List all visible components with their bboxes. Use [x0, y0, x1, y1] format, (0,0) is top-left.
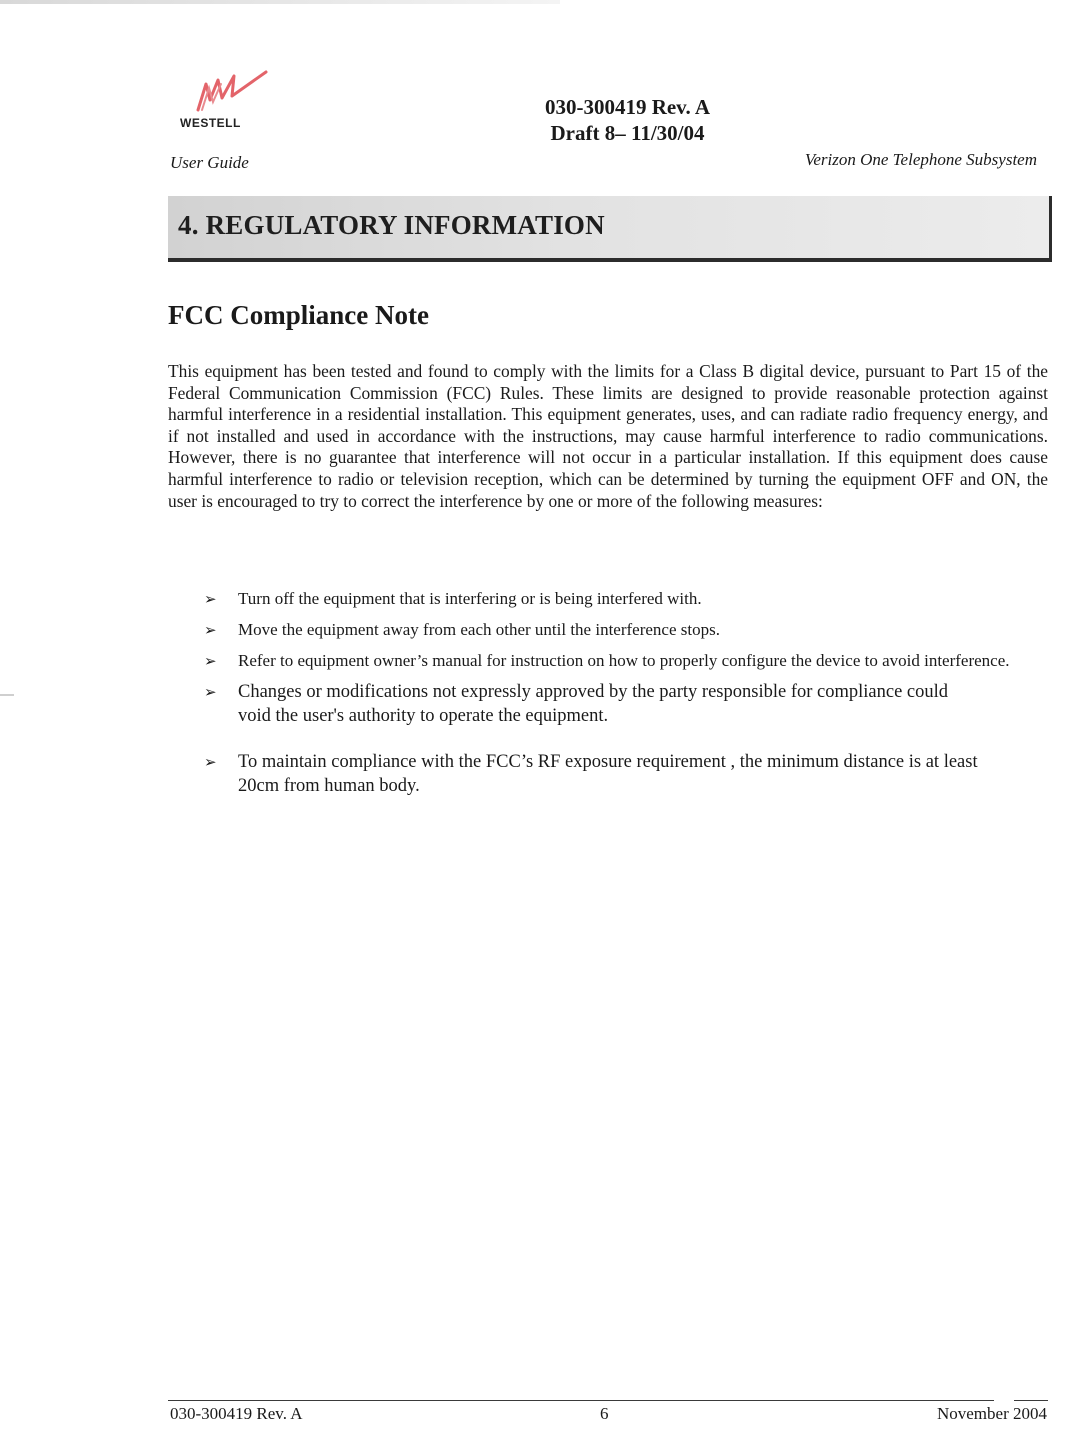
- footer-document-number: 030-300419 Rev. A: [170, 1404, 303, 1423]
- footer-page-number: 6: [600, 1404, 609, 1423]
- list-item: [196, 619, 1048, 641]
- measures-list: [196, 588, 1048, 798]
- document-number: 030-300419 Rev. A: [544, 95, 711, 119]
- arrow-bullet-icon: ➢: [204, 652, 217, 670]
- list-item-text: To maintain compliance with the FCC’s RF exposure requirement , the minimum distance is at least 20cm from human body.: [238, 752, 978, 796]
- westell-logo-icon: [176, 70, 276, 120]
- section-bar-right-rule: [1049, 196, 1052, 258]
- arrow-bullet-icon: ➢: [204, 753, 217, 771]
- footer-rule: [168, 1400, 1048, 1401]
- list-item-text: Turn off the equipment that is interfering or is being interfered with.: [238, 589, 702, 608]
- list-item-text: Move the equipment away from each other until the interference stops.: [238, 620, 720, 639]
- draft-label: Draft 8– 11/30/04: [550, 121, 705, 145]
- list-item: [196, 650, 1048, 672]
- fcc-compliance-paragraph: This equipment has been tested and found to comply with the limits for a Class B digital device, pursuant to Part 15 of the Federal Communication Commission (FCC) Rules. These limits are designed to provide reasonable protection against harmful interference in a residential installation. This equipment generates, uses, and can radiate radio frequency energy, and if not installed and used in accordance with the instructions, may cause harmful interference to radio communications. However, there is no guarantee that interference will not occur in a particular installation. If this equipment does cause harmful interference to radio or television reception, which can be determined by turning the equipment OFF and ON, the user is encouraged to try to correct the interference by one or more of the following measures:: [168, 361, 1048, 511]
- header-user-guide: User Guide: [170, 153, 249, 172]
- list-item: [196, 588, 1048, 610]
- arrow-bullet-icon: ➢: [204, 621, 217, 639]
- list-item-text: Changes or modifications not expressly approved by the party responsible for compliance could void the user's authority to operate the equipment.: [238, 682, 949, 726]
- list-item: [196, 680, 958, 728]
- fcc-compliance-heading: FCC Compliance Note: [168, 300, 429, 330]
- list-item: [196, 750, 978, 798]
- arrow-bullet-icon: ➢: [204, 683, 217, 701]
- document-number-block: [470, 94, 785, 146]
- footer-rule-gap: [994, 1398, 1014, 1402]
- list-item-text: Refer to equipment owner’s manual for instruction on how to properly configure the device to avoid interference.: [238, 651, 1010, 670]
- arrow-bullet-icon: ➢: [204, 590, 217, 608]
- section-heading-bar: [168, 196, 1052, 262]
- footer-date: November 2004: [936, 1404, 1047, 1423]
- logo-text: WESTELL: [180, 116, 241, 130]
- scan-edge: [0, 0, 560, 4]
- scan-mark: [0, 694, 14, 696]
- header-product-name: Verizon One Telephone Subsystem: [804, 150, 1037, 169]
- section-title: 4. REGULATORY INFORMATION: [178, 210, 605, 240]
